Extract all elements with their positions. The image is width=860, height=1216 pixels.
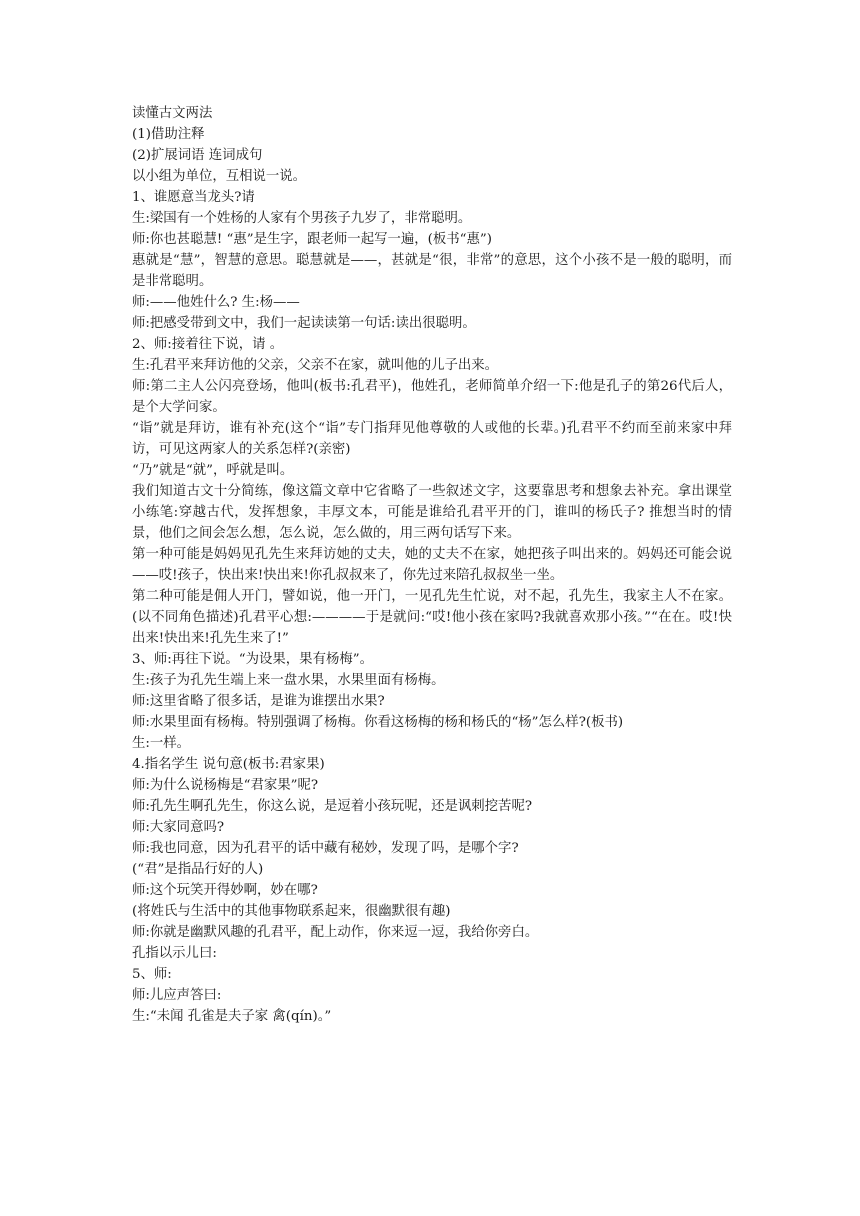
section-heading-1: 1、谁愿意当龙头?请 <box>132 190 255 205</box>
paragraph: 第一种可能是妈妈见孔先生来拜访她的丈夫，她的丈夫不在家，她把孩子叫出来的。妈妈还可能会说——哎!孩子，快出来!快出来!你孔叔叔来了，你先过来陪孔叔叔坐一坐。 <box>132 547 732 583</box>
paragraph: 生:孩子为孔先生端上来一盘水果，水果里面有杨梅。 <box>132 673 445 688</box>
paragraph: 师:把感受带到文中，我们一起读读第一句话:读出很聪明。 <box>132 316 476 331</box>
paragraph: 师:第二主人公闪亮登场，他叫(板书:孔君平)，他姓孔，老师简单介绍一下:他是孔子的第26代后人，是个大学问家。 <box>132 379 732 415</box>
method-1: (1)借助注释 <box>132 127 205 142</box>
paragraph: 师:——他姓什么? 生:杨—— <box>132 295 300 310</box>
section-heading-3: 3、师:再往下说。“为设果，果有杨梅”。 <box>132 652 373 667</box>
paragraph: 师:儿应声答曰: <box>132 988 222 1003</box>
paragraph: 师:水果里面有杨梅。特别强调了杨梅。你看这杨梅的杨和杨氏的“杨”怎么样?(板书) <box>132 715 624 730</box>
section-heading-2: 2、师:接着往下说，请 。 <box>132 337 284 352</box>
paragraph: (“君”是指品行好的人) <box>132 862 264 877</box>
paragraph: 我们知道古文十分简练，像这篇文章中它省略了一些叙述文字，这要靠思考和想象去补充。拿出课堂小练笔:穿越古代，发挥想象，丰厚文本，可能是谁给孔君平开的门，谁叫的杨氏子? 推想当时的情景，他们之间会怎么想，怎么说，怎么做的，用三两句话写下来。 <box>132 484 732 541</box>
doc-title: 读懂古文两法 <box>132 106 213 121</box>
section-heading-5: 5、师: <box>132 967 172 982</box>
paragraph: 以小组为单位，互相说一说。 <box>132 169 307 184</box>
paragraph: (将姓氏与生活中的其他事物联系起来，很幽默很有趣) <box>132 904 451 919</box>
paragraph: 师:大家同意吗? <box>132 820 225 835</box>
document-body <box>132 103 732 1027</box>
paragraph: 生:一样。 <box>132 736 191 751</box>
paragraph: 生:梁国有一个姓杨的人家有个男孩子九岁了，非常聪明。 <box>132 211 472 226</box>
paragraph: 师:孔先生啊孔先生，你这么说，是逗着小孩玩呢，还是讽刺挖苦呢? <box>132 799 533 814</box>
paragraph: “诣”就是拜访，谁有补充(这个“诣”专门指拜见他尊敬的人或他的长辈。)孔君平不约而至前来家中拜访，可见这两家人的关系怎样?(亲密) <box>132 421 732 457</box>
paragraph: 师:我也同意，因为孔君平的话中藏有秘妙，发现了吗，是哪个字? <box>132 841 519 856</box>
section-heading-4: 4.指名学生 说句意(板书:君家果) <box>132 757 325 772</box>
paragraph: 师:这里省略了很多话，是谁为谁摆出水果? <box>132 694 385 709</box>
paragraph: 生:“未闻 孔雀是夫子家 禽(qín)。” <box>132 1009 332 1024</box>
paragraph: 师:你也甚聪慧! “惠”是生字，跟老师一起写一遍，(板书“惠”) <box>132 232 492 247</box>
paragraph: “乃”就是“就”，呼就是叫。 <box>132 463 294 478</box>
paragraph: 师:为什么说杨梅是“君家果”呢? <box>132 778 319 793</box>
paragraph: 惠就是“慧”，智慧的意思。聪慧就是——，甚就是“很，非常”的意思，这个小孩不是一般的聪明，而是非常聪明。 <box>132 253 732 289</box>
paragraph: 孔指以示儿曰: <box>132 946 217 961</box>
paragraph: 师:你就是幽默风趣的孔君平，配上动作，你来逗一逗，我给你旁白。 <box>132 925 539 940</box>
paragraph: 师:这个玩笑开得妙啊，妙在哪? <box>132 883 318 898</box>
paragraph: 生:孔君平来拜访他的父亲，父亲不在家，就叫他的儿子出来。 <box>132 358 499 373</box>
method-2: (2)扩展词语 连词成句 <box>132 148 263 163</box>
paragraph: 第二种可能是佣人开门，譬如说，他一开门，一见孔先生忙说，对不起，孔先生，我家主人不在家。(以不同角色描述)孔君平心想:————于是就问:“哎!他小孩在家吗?我就喜欢那小孩。”“在在。哎!快出来!快出来!孔先生来了!” <box>132 589 732 646</box>
